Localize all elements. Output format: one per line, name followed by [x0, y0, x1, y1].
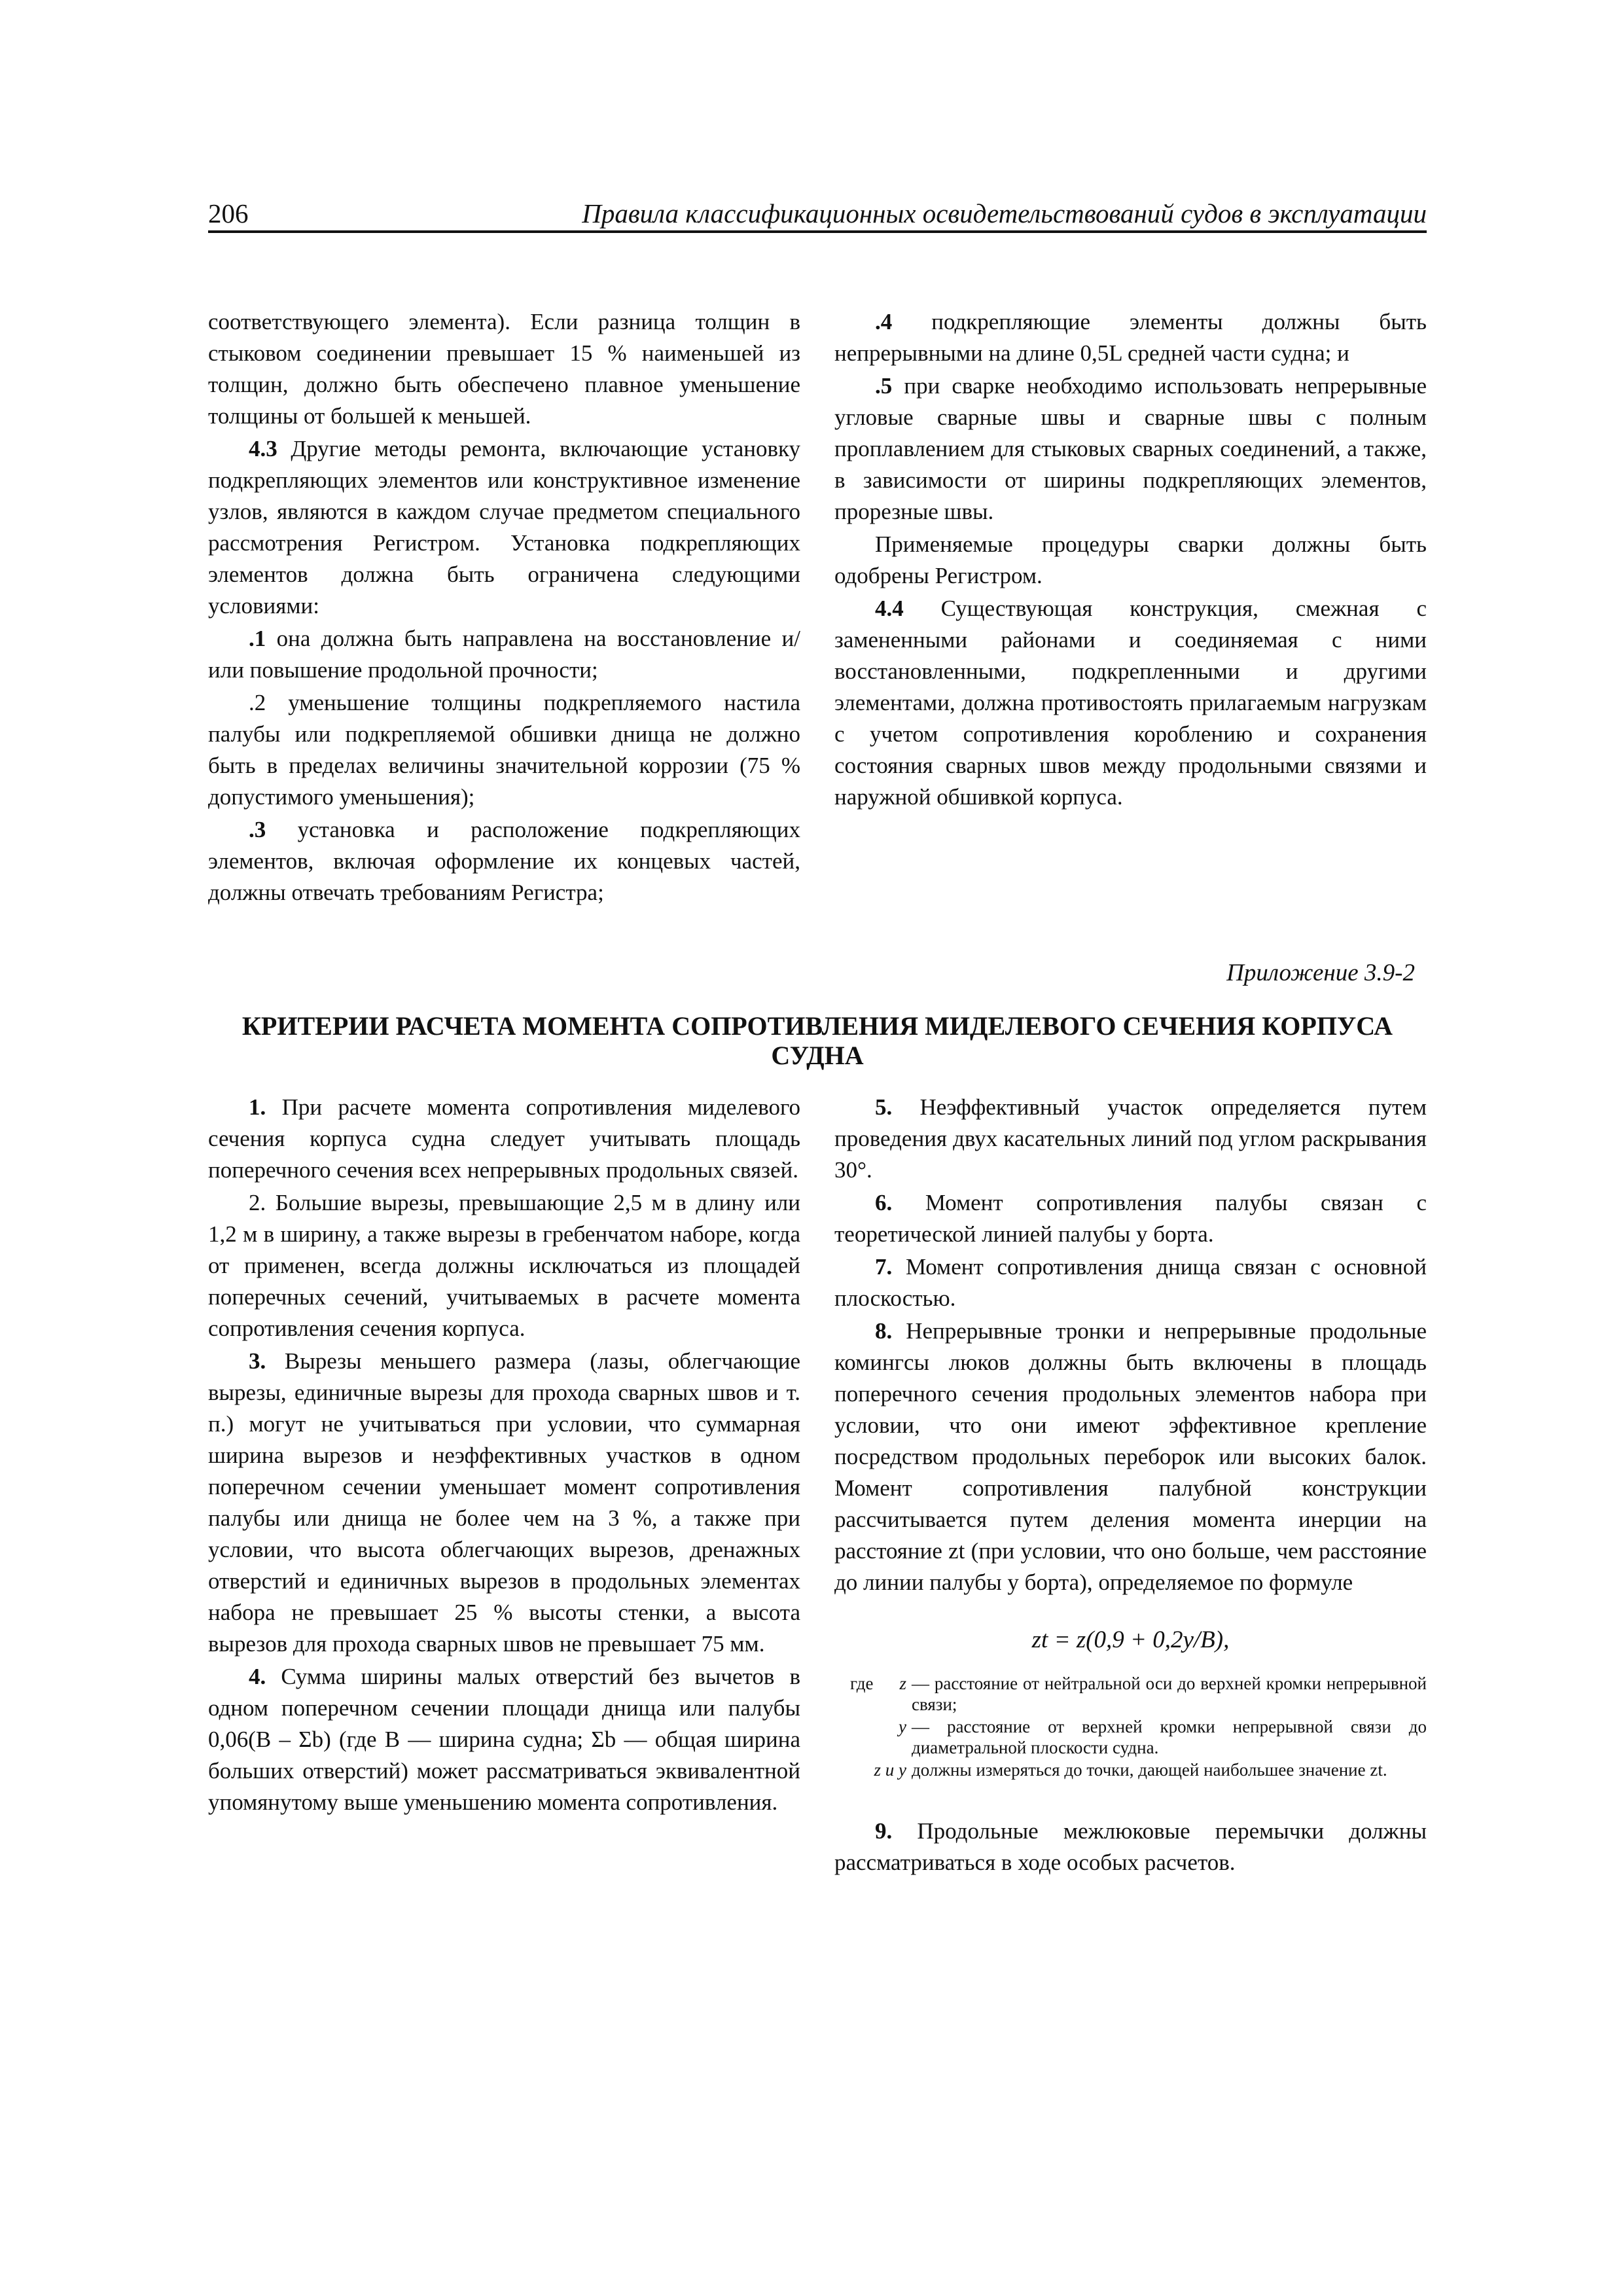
paragraph: [834, 593, 1427, 813]
legend-text: — расстояние от верхней кромки непрерывной связи до диаметральной плоскости судна.: [912, 1717, 1427, 1757]
legend-row: [834, 1716, 1427, 1758]
appendix-label: Приложение 3.9-2: [1226, 960, 1415, 986]
legend-key: z и y: [874, 1760, 906, 1780]
paragraph: [208, 1187, 800, 1344]
paragraph-text: Момент сопротивления днища связан с основной плоскостью.: [834, 1254, 1427, 1311]
paragraph: [834, 1187, 1427, 1250]
paragraph: [834, 529, 1427, 592]
paragraph-text: Другие методы ремонта, включающие установку подкрепляющих элементов или конструктивное изменение узлов, являются в каждом случае предметом специального рассмотрения Регистром. Установка подкрепляющих элементов должна быть ограничена следующими условиями:: [208, 436, 800, 619]
page-number: 206: [208, 198, 249, 228]
clause-number: .1: [249, 626, 266, 651]
legend-where: где: [850, 1674, 874, 1693]
running-title: Правила классификационных освидетельствований судов в эксплуатации: [582, 198, 1427, 228]
header-rule: [208, 230, 1427, 233]
spacer: [834, 1782, 1427, 1816]
clause-number: 9.: [875, 1818, 893, 1844]
clause-number: 8.: [875, 1318, 893, 1344]
paragraph: [208, 1661, 800, 1818]
clause-number: 4.3: [249, 436, 277, 461]
paragraph-text: Непрерывные тронки и непрерывные продольные комингсы люков должны быть включены в площадь поперечного сечения продольных элементов набора при условии, что они имеют эффективное крепление посредством продольных переборок или высоких балок. Момент сопротивления палубной конструкции рассчитывается путем деления момента инерции на расстояние zt (при условии, что оно больше, чем расстояние до линии палубы у борта), определяемое по формуле: [834, 1318, 1427, 1595]
legend-key: [834, 1673, 912, 1715]
running-header: [208, 196, 1427, 233]
legend-key: y: [899, 1717, 906, 1736]
paragraph: [834, 1816, 1427, 1878]
clause-number: 6.: [875, 1190, 893, 1215]
paragraph: [208, 814, 800, 908]
top-right-column: [834, 306, 1427, 814]
paragraph: [208, 306, 800, 432]
paragraph: [834, 1092, 1427, 1186]
formula: zt = z(0,9 + 0,2y/B),: [1031, 1626, 1230, 1653]
clause-number: 4.: [249, 1664, 266, 1689]
clause-number: 2.: [249, 1190, 266, 1215]
paragraph-text: она должна быть направлена на восстановление и/или повышение продольной прочности;: [208, 626, 800, 683]
paragraph: [208, 1092, 800, 1186]
paragraph-text: установка и расположение подкрепляющих элементов, включая оформление их концевых частей, должны отвечать требованиям Регистра;: [208, 817, 800, 905]
clause-number: .3: [249, 817, 266, 842]
clause-number: .5: [875, 373, 893, 399]
section-title: КРИТЕРИИ РАСЧЕТА МОМЕНТА СОПРОТИВЛЕНИЯ МИДЕЛЕВОГО СЕЧЕНИЯ КОРПУСА СУДНА: [241, 1011, 1393, 1070]
legend-row: [834, 1759, 1427, 1780]
formula-legend: [834, 1673, 1427, 1780]
clause-number: 7.: [875, 1254, 893, 1280]
paragraph: [208, 1346, 800, 1660]
legend-row: [834, 1673, 1427, 1715]
clause-number: 5.: [875, 1094, 893, 1120]
paragraph: [208, 433, 800, 622]
paragraph-text: уменьшение толщины подкрепляемого настила палубы или подкрепляемой обшивки днища не должно быть в пределах величины значительной коррозии (75 % допустимого уменьшения);: [208, 690, 800, 810]
legend-text: должны измеряться до точки, дающей наибольшее значение zt.: [912, 1760, 1387, 1780]
paragraph-text: при сварке необходимо использовать непрерывные угловые сварные швы и сварные швы с полным проплавлением для стыковых сварных соединений, а также, в зависимости от ширины подкрепляющих элементов, прорезные швы.: [834, 373, 1427, 524]
clause-number: 4.4: [875, 596, 904, 621]
clause-number: .4: [875, 309, 893, 334]
paragraph-text: Неэффективный участок определяется путем проведения двух касательных линий под углом раскрывания 30°.: [834, 1094, 1427, 1183]
paragraph-text: подкрепляющие элементы должны быть непрерывными на длине 0,5L средней части судна; и: [834, 309, 1427, 366]
paragraph: [834, 306, 1427, 369]
top-left-column: [208, 306, 800, 910]
clause-number: 3.: [249, 1348, 266, 1374]
paragraph-text: Сумма ширины малых отверстий без вычетов в одном поперечном сечении площади днища или палубы 0,06(B – Σb) (где B — ширина судна; Σb — общая ширина больших отверстий) может рассматриваться эквивалентной упомянутому выше уменьшению момента сопротивления.: [208, 1664, 800, 1815]
legend-symbol: z: [899, 1674, 906, 1693]
paragraph-text: Вырезы меньшего размера (лазы, облегчающие вырезы, единичные вырезы для прохода сварных швов и т. п.) могут не учитываться при условии, что суммарная ширина вырезов и неэффективных участков в одном поперечном сечении уменьшает момент сопротивления палубы или днища не более чем на 3 %, а также при условии, что высота облегчающих вырезов, дренажных отверстий и единичных вырезов в продольных элементах набора не превышает 25 % высоты стенки, а высота вырезов для прохода сварных швов не превышает 75 мм.: [208, 1348, 800, 1657]
paragraph-text: Момент сопротивления палубы связан с теоретической линией палубы у борта.: [834, 1190, 1427, 1247]
bottom-right-column: [834, 1092, 1427, 1880]
paragraph: [208, 687, 800, 813]
paragraph: [834, 370, 1427, 528]
paragraph-text: При расчете момента сопротивления миделевого сечения корпуса судна следует учитывать площадь поперечного сечения всех непрерывных продольных связей.: [208, 1094, 800, 1183]
paragraph-text: Существующая конструкция, смежная с замененными районами и соединяемая с ними восстановленными, подкрепленными и другими элементами, должна противостоять прилагаемым нагрузкам с учетом сопротивления короблению и сохранения состояния сварных швов между продольными связями и наружной обшивкой корпуса.: [834, 596, 1427, 810]
paragraph: [834, 1251, 1427, 1314]
paragraph-text: Продольные межлюковые перемычки должны рассматриваться в ходе особых расчетов.: [834, 1818, 1427, 1875]
paragraph-text: соответствующего элемента). Если разница толщин в стыковом соединении превышает 15 % наименьшей из толщин, должно быть обеспечено плавное уменьшение толщины от большей к меньшей.: [208, 309, 800, 429]
clause-number: .2: [249, 690, 266, 715]
clause-number: 1.: [249, 1094, 266, 1120]
paragraph-text: Применяемые процедуры сварки должны быть одобрены Регистром.: [834, 531, 1427, 588]
legend-text: — расстояние от нейтральной оси до верхней кромки непрерывной связи;: [912, 1674, 1427, 1714]
paragraph: [208, 623, 800, 686]
bottom-left-column: [208, 1092, 800, 1820]
paragraph-text: Большие вырезы, превышающие 2,5 м в длину или 1,2 м в ширину, а также вырезы в гребенчатом наборе, когда от применен, всегда должны исключаться из площадей поперечных сечений, учитываемых в расчете момента сопротивления сечения корпуса.: [208, 1190, 800, 1341]
paragraph: [834, 1316, 1427, 1598]
